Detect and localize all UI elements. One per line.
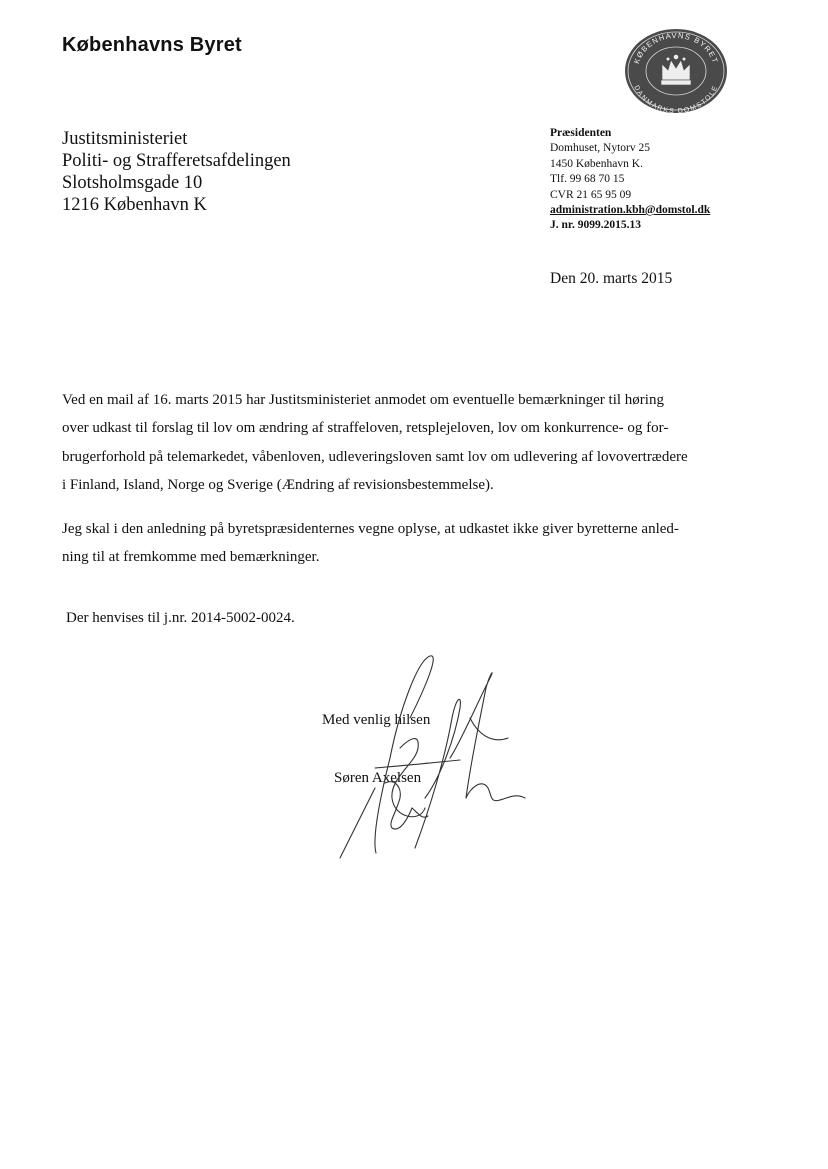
paragraph-line: ning til at fremkomme med bemærkninger. [62,549,320,566]
paragraph-line: over udkast til forslag til lov om ændring af straffeloven, retsplejeloven, lov om konkurrence- og for- [62,420,669,437]
journal-number: J. nr. 9099.2015.13 [550,219,641,232]
paragraph-line: Der henvises til j.nr. 2014-5002-0024. [66,610,295,626]
sender-address-line: 1450 København K. [550,157,643,170]
sender-phone: Tlf. 99 68 70 15 [550,173,625,186]
svg-text:DANMARKS DOMSTOLE: DANMARKS DOMSTOLE [632,84,720,114]
sender-title: Præsidenten [550,127,612,139]
recipient-line: Justitsministeriet [62,129,188,149]
signer-name: Søren Axelsen [334,770,422,786]
sender-block [550,126,710,234]
paragraph-line: i Finland, Island, Norge og Sverige (Ændring af revisionsbestemmelse). [62,476,494,493]
body-paragraph-3 [66,604,746,632]
court-seal-icon [624,28,728,114]
letter-date: Den 20. marts 2015 [550,270,673,287]
paragraph-line: Jeg skal i den anledning på byretspræsidenternes vegne oplyse, at udkastet ikke giver byretterne anled- [62,521,679,537]
sender-email-link[interactable]: administration.kbh@domstol.dk [550,204,711,217]
recipient-line: Politi- og Strafferetsafdelingen [62,151,291,171]
paragraph-line: Ved en mail af 16. marts 2015 har Justitsministeriet anmodet om eventuelle bemærkninger til høring [62,392,664,408]
court-name: Københavns Byret [62,34,242,56]
paragraph-line: brugerforhold på telemarkedet, våbenloven, udleveringsloven samt lov om udlevering af lovovertrædere [62,448,688,465]
sender-cvr: CVR 21 65 95 09 [550,188,632,201]
sender-address-line: Domhuset, Nytorv 25 [550,142,650,155]
recipient-address [62,128,291,216]
handwritten-signature-icon [330,648,540,868]
body-paragraph-2 [62,515,742,572]
closing-greeting: Med venlig hilsen [322,712,431,728]
recipient-line: Slotsholmsgade 10 [62,173,203,193]
recipient-line: 1216 København K [62,195,207,215]
body-paragraph-1 [62,386,742,499]
svg-text:KØBENHAVNS BYRET: KØBENHAVNS BYRET [632,30,720,65]
